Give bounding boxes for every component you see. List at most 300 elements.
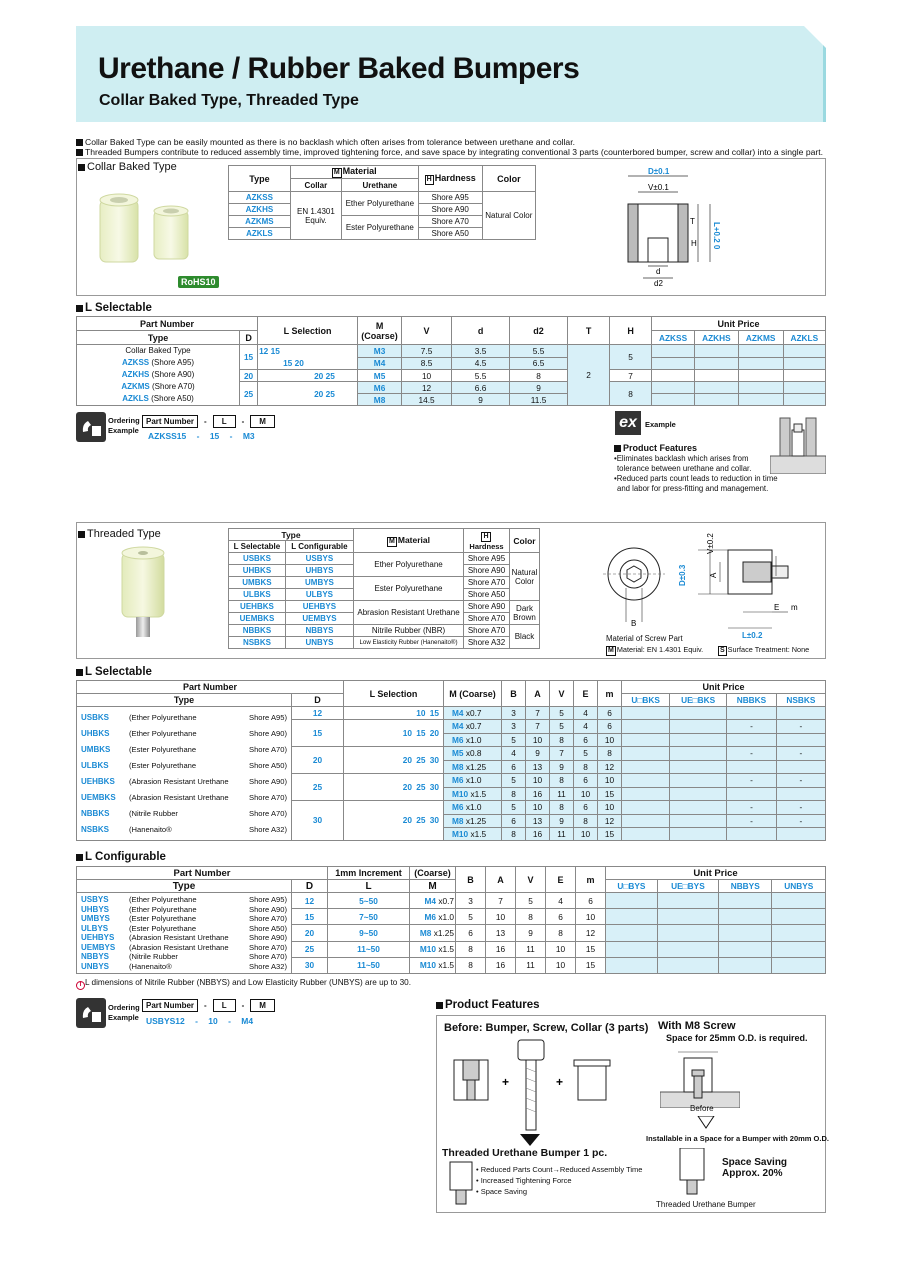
value-cell: 5 <box>550 720 574 734</box>
page-title: Urethane / Rubber Baked Bumpers <box>98 52 580 85</box>
feature-bullets: • Reduced Parts Count→Reduced Assembly Time • Increased Tightening Force • Space Saving <box>476 1165 643 1196</box>
v-cell: 7.5 <box>402 345 452 358</box>
material-cell: Ether Polyurethane <box>354 553 464 577</box>
d-cell: 15 <box>240 345 258 370</box>
price-cell <box>776 733 825 746</box>
price-cell: - <box>776 720 825 734</box>
value-cell: 12 <box>576 925 606 941</box>
d-cell: 12 <box>292 707 344 720</box>
price-cell <box>695 370 739 382</box>
before-caption: Before <box>690 1104 714 1113</box>
hdr-inc: 1mm Increment <box>328 867 410 880</box>
type-cell: AZKMS <box>229 216 291 228</box>
hdr-price-3: AZKMS <box>738 331 783 345</box>
hdr-v: V <box>516 867 546 893</box>
threaded-lconf-title: L Configurable <box>76 851 166 863</box>
list-item: USBKS (Ether Polyurethane Shore A95) <box>81 712 287 722</box>
price-cell: - <box>776 746 825 760</box>
value-cell: 12 <box>598 760 622 773</box>
value-cell: 5 <box>456 909 486 925</box>
color-cell: Natural Color <box>482 192 535 240</box>
hdr-lsel: L Selectable <box>229 541 286 553</box>
price-cell <box>652 357 695 370</box>
collar-section-title: Collar Baked Type <box>78 161 177 173</box>
urethane-ether: Ether Polyurethane <box>341 192 418 216</box>
material-cell: Ester Polyurethane <box>354 577 464 601</box>
price-cell <box>622 760 670 773</box>
screw-material-title: Material of Screw Part <box>606 634 683 643</box>
d-cell: 15 <box>292 909 328 925</box>
hdr-unit-price: Unit Price <box>652 317 826 331</box>
hdr-unit-price: Unit Price <box>622 681 826 694</box>
value-cell: 6 <box>574 733 598 746</box>
space-saving-label: Space Saving Approx. 20% <box>722 1157 788 1179</box>
price-cell <box>657 925 718 941</box>
hardness-cell: Shore A90 <box>418 204 482 216</box>
price-cell <box>738 370 783 382</box>
hdr-lsel: L Selection <box>344 681 444 707</box>
ex-label: Example <box>645 420 676 429</box>
price-cell <box>727 707 777 720</box>
hdr-collar: Collar <box>290 179 341 192</box>
l-selection-cell: 20 25 30 <box>344 773 444 800</box>
hdr-d: d <box>452 317 510 345</box>
l-selection-cell: 20 25 <box>258 382 358 406</box>
price-cell <box>776 827 825 840</box>
d-cell: 20 <box>240 370 258 382</box>
price-cell <box>657 957 718 973</box>
color-cell: Natural Color <box>510 553 540 601</box>
hdr-t: T <box>568 317 610 345</box>
hdr-v: V <box>550 681 574 707</box>
hdr-hardness: HHardness <box>464 529 510 553</box>
price-cell <box>695 382 739 394</box>
m-cell: M10 x1.5 <box>410 957 456 973</box>
hdr-b: B <box>502 681 526 707</box>
hdr-a: A <box>486 867 516 893</box>
l-selection-cell: 10 15 <box>344 707 444 720</box>
value-cell: 11 <box>550 827 574 840</box>
price-cell: - <box>727 720 777 734</box>
lconf-code: UMBYS <box>285 577 353 589</box>
value-cell: 10 <box>574 787 598 800</box>
value-cell: 10 <box>546 941 576 957</box>
value-cell: 6 <box>598 707 622 720</box>
collar-lsel-title: L Selectable <box>76 302 152 314</box>
example-mount-drawing <box>770 410 826 474</box>
dim-D: D±0.1 <box>648 167 670 176</box>
lconf-code: UHBYS <box>285 565 353 577</box>
hdr-h: H <box>610 317 652 345</box>
hdr-lconf: L Configurable <box>285 541 353 553</box>
type-list <box>77 893 292 974</box>
lsel-code: NSBKS <box>229 637 286 649</box>
price-cell: - <box>776 814 825 827</box>
value-cell: 12 <box>598 814 622 827</box>
price-cell <box>772 893 826 909</box>
hardness-cell: Shore A70 <box>418 216 482 228</box>
value-cell: 8 <box>516 909 546 925</box>
price-cell <box>622 814 670 827</box>
m-cell: M6 x1.0 <box>444 733 502 746</box>
l-selection-cell: 20 25 <box>258 370 358 382</box>
value-cell: 5 <box>502 800 526 814</box>
hdr-m-small: m <box>598 681 622 707</box>
price-cell <box>670 800 727 814</box>
price-cell: - <box>727 814 777 827</box>
hdr-m: M (Coarse) <box>358 317 402 345</box>
hardness-cell: Shore A32 <box>464 637 510 649</box>
l-selection-cell: 20 25 30 <box>344 800 444 840</box>
value-cell: 7 <box>526 720 550 734</box>
m-cell: M10 x1.5 <box>410 941 456 957</box>
price-cell <box>622 707 670 720</box>
price-cell <box>622 800 670 814</box>
price-cell <box>606 925 658 941</box>
d2-cell: 8 <box>510 370 568 382</box>
list-item: UEMBYS (Abrasion Resistant Urethane Shore A70) <box>81 942 287 952</box>
m-cell: M5 <box>358 370 402 382</box>
three-parts-drawing <box>448 1038 638 1148</box>
lconf-code: UNBYS <box>285 637 353 649</box>
price-cell <box>718 893 772 909</box>
hdr-price-2: AZKHS <box>695 331 739 345</box>
hdr-coarse: (Coarse) <box>410 867 456 880</box>
lsel-code: USBKS <box>229 553 286 565</box>
d-cell: 25 <box>292 773 344 800</box>
price-cell: - <box>727 800 777 814</box>
price-cell <box>670 733 727 746</box>
price-cell <box>657 893 718 909</box>
lconf-code: UEMBYS <box>285 613 353 625</box>
ordering-format: Part Number - L - M <box>142 999 275 1012</box>
hdr-material: M Material <box>354 529 464 553</box>
value-cell: 8 <box>550 733 574 746</box>
hdr-price-4: NSBKS <box>776 694 825 707</box>
price-cell <box>670 814 727 827</box>
l-dimension-note: T L dimensions of Nitrile Rubber (NBBYS) and Low Elasticity Rubber (UNBYS) are up to 30. <box>76 978 411 990</box>
price-cell <box>695 394 739 406</box>
hdr-e: E <box>574 681 598 707</box>
value-cell: 8 <box>502 827 526 840</box>
surface-treatment: S Surface Treatment: None <box>720 645 810 654</box>
hardness-cell: Shore A95 <box>464 553 510 565</box>
hdr-type: Type <box>77 331 240 345</box>
dim-E: E <box>774 603 780 612</box>
hdr-e: E <box>546 867 576 893</box>
collar-lsel-table <box>76 316 826 406</box>
hdr-part-number: Part Number <box>77 317 258 331</box>
value-cell: 8 <box>546 925 576 941</box>
price-cell <box>738 394 783 406</box>
ex-icon: ex <box>615 411 641 435</box>
value-cell: 10 <box>574 827 598 840</box>
value-cell: 11 <box>516 957 546 973</box>
threaded-lconf-table <box>76 866 826 974</box>
threaded-dimension-drawing <box>598 526 824 648</box>
lsel-code: ULBKS <box>229 589 286 601</box>
t-cell: 2 <box>568 345 610 406</box>
list-item: USBYS (Ether Polyurethane Shore A95) <box>81 895 287 905</box>
v-cell: 8.5 <box>402 357 452 370</box>
price-cell <box>622 733 670 746</box>
l-range-cell: 9~50 <box>328 925 410 941</box>
value-cell: 5 <box>502 733 526 746</box>
value-cell: 10 <box>486 909 516 925</box>
value-cell: 10 <box>576 909 606 925</box>
lsel-code: UHBKS <box>229 565 286 577</box>
intro-line-1: Collar Baked Type can be easily mounted as there is no backlash which often arises from tolerance between urethane and collar. <box>76 137 575 147</box>
after-install-drawing <box>674 1148 714 1198</box>
lsel-code: UMBKS <box>229 577 286 589</box>
value-cell: 16 <box>526 827 550 840</box>
threaded-lsel-table <box>76 680 826 841</box>
hdr-color: Color <box>510 529 540 553</box>
list-item: UEHBYS (Abrasion Resistant Urethane Shore A90) <box>81 933 287 943</box>
price-cell <box>695 357 739 370</box>
hdr-lsel: L Selection <box>258 317 358 345</box>
value-cell: 8 <box>456 941 486 957</box>
dim-d2: d2 <box>654 279 663 288</box>
price-cell <box>670 707 727 720</box>
lconf-code: USBYS <box>285 553 353 565</box>
material-cell: Abrasion Resistant Urethane <box>354 601 464 625</box>
l-range-cell: 5~50 <box>328 893 410 909</box>
collar-pf-text: •Eliminates backlash which arises from tolerance between urethane and collar. •Reduced parts count leads to reduction in time and labor for press-fitting and management. <box>614 454 778 493</box>
price-cell <box>776 787 825 800</box>
price-cell <box>652 394 695 406</box>
dim-V: V±0.2 <box>706 533 715 554</box>
d-cell: 30 <box>292 957 328 973</box>
price-cell <box>772 925 826 941</box>
hdr-D: D <box>292 880 328 893</box>
hardness-cell: Shore A70 <box>464 577 510 589</box>
hdr-price-1: U□BYS <box>606 880 658 893</box>
hdr-part-number: Part Number <box>77 681 344 694</box>
hardness-cell: Shore A50 <box>464 589 510 601</box>
h-cell: 5 <box>610 345 652 370</box>
price-cell <box>622 827 670 840</box>
price-cell <box>670 720 727 734</box>
value-cell: 6 <box>574 773 598 787</box>
hdr-type: Type <box>229 166 291 192</box>
threaded-section-title: Threaded Type <box>78 528 161 540</box>
hardness-cell: Shore A50 <box>418 228 482 240</box>
d-small-cell: 5.5 <box>452 370 510 382</box>
value-cell: 5 <box>516 893 546 909</box>
value-cell: 4 <box>502 746 526 760</box>
price-cell <box>718 909 772 925</box>
arrow-down-icon <box>696 1116 716 1130</box>
price-cell <box>783 357 825 370</box>
value-cell: 6 <box>598 720 622 734</box>
price-cell: - <box>727 773 777 787</box>
threaded-lsel-title: L Selectable <box>76 666 152 678</box>
m-cell: M8 x1.25 <box>444 760 502 773</box>
dim-B: B <box>631 619 637 628</box>
list-item: ULBKS (Ester Polyurethane Shore A50) <box>81 760 287 770</box>
price-cell <box>622 720 670 734</box>
m-cell: M4 <box>358 357 402 370</box>
value-cell: 6 <box>574 800 598 814</box>
ordering-example: AZKSS15 - 15 - M3 <box>148 431 255 441</box>
d-cell: 25 <box>240 382 258 406</box>
collar-type-list: Collar Baked Type AZKSS (Shore A95) AZKHS (Shore A90) AZKMS (Shore A70) AZKLS (Shore A50) <box>77 345 240 406</box>
d2-cell: 5.5 <box>510 345 568 358</box>
collar-pf-title: Product Features <box>614 443 697 453</box>
hdr-M: M <box>410 880 456 893</box>
hardness-cell: Shore A90 <box>464 601 510 613</box>
m-cell: M8 <box>358 394 402 406</box>
dim-H: H <box>691 239 697 248</box>
d-cell: 30 <box>292 800 344 840</box>
list-item: ULBYS (Ester Polyurethane Shore A50) <box>81 923 287 933</box>
with-m8-label: With M8 Screw <box>658 1020 736 1032</box>
l-range-cell: 11~50 <box>328 941 410 957</box>
list-item: NSBKS (Hanenaito® Shore A32) <box>81 825 287 835</box>
hdr-price-2: UE□BKS <box>670 694 727 707</box>
material-cell: Low Elasticity Rubber (Hanenaito®) <box>354 637 464 649</box>
hdr-price-4: UNBYS <box>772 880 826 893</box>
m-cell: M10 x1.5 <box>444 787 502 800</box>
lconf-code: ULBYS <box>285 589 353 601</box>
price-cell <box>772 941 826 957</box>
value-cell: 3 <box>502 707 526 720</box>
plus-sign: + <box>556 1075 564 1089</box>
table-row <box>77 893 826 909</box>
dim-D: D±0.3 <box>678 564 687 586</box>
value-cell: 15 <box>576 957 606 973</box>
list-item: UHBYS (Ether Polyurethane Shore A90) <box>81 904 287 914</box>
price-cell <box>606 957 658 973</box>
price-cell <box>718 957 772 973</box>
value-cell: 8 <box>550 800 574 814</box>
price-cell <box>652 345 695 358</box>
threaded-bumper-icon <box>448 1160 474 1206</box>
value-cell: 10 <box>598 773 622 787</box>
price-cell: - <box>776 800 825 814</box>
screw-material: M Material: EN 1.4301 Equiv. <box>608 645 704 654</box>
hdr-price-4: AZKLS <box>783 331 825 345</box>
value-cell: 6 <box>502 760 526 773</box>
hdr-v: V <box>402 317 452 345</box>
ordering-phone-icon <box>76 998 106 1028</box>
hdr-d2: d2 <box>510 317 568 345</box>
value-cell: 3 <box>456 893 486 909</box>
m-cell: M8 x1.25 <box>410 925 456 941</box>
m-cell: M4 x0.7 <box>444 720 502 734</box>
hdr-b: B <box>456 867 486 893</box>
value-cell: 15 <box>598 787 622 800</box>
price-cell <box>670 787 727 800</box>
lsel-code: UEHBKS <box>229 601 286 613</box>
before-install-drawing <box>660 1048 740 1108</box>
collar-dimension-drawing <box>610 162 730 290</box>
price-cell <box>783 382 825 394</box>
value-cell: 13 <box>486 925 516 941</box>
value-cell: 9 <box>550 814 574 827</box>
value-cell: 11 <box>516 941 546 957</box>
hdr-unit-price: Unit Price <box>606 867 826 880</box>
m-cell: M3 <box>358 345 402 358</box>
value-cell: 7 <box>526 707 550 720</box>
price-cell <box>606 941 658 957</box>
hdr-type: Type <box>77 880 292 893</box>
v-cell: 10 <box>402 370 452 382</box>
ordering-label: Ordering Example <box>108 1003 140 1022</box>
threaded-1pc-label: Threaded Urethane Bumper 1 pc. <box>442 1147 608 1159</box>
value-cell: 9 <box>550 760 574 773</box>
color-cell: Black <box>510 625 540 649</box>
value-cell: 10 <box>598 733 622 746</box>
price-cell <box>727 733 777 746</box>
value-cell: 8 <box>598 746 622 760</box>
price-cell <box>776 760 825 773</box>
l-range-cell: 11~50 <box>328 957 410 973</box>
dim-d: d <box>656 267 661 276</box>
hdr-type: Type <box>229 529 354 541</box>
m-cell: M6 <box>358 382 402 394</box>
price-cell <box>738 382 783 394</box>
l-selection-cell: 10 15 20 <box>344 720 444 747</box>
value-cell: 3 <box>502 720 526 734</box>
type-cell: AZKHS <box>229 204 291 216</box>
intro-line-2: Threaded Bumpers contribute to reduced assembly time, improved tightening force, and save space by integrating conventional 3 parts (counterbored bumper, screw and collar) into a single part. <box>76 147 823 157</box>
m-cell: M5 x0.8 <box>444 746 502 760</box>
value-cell: 8 <box>550 773 574 787</box>
price-cell <box>783 345 825 358</box>
l-range-cell: 7~50 <box>328 909 410 925</box>
d-cell: 12 <box>292 893 328 909</box>
price-cell <box>652 382 695 394</box>
type-cell: AZKLS <box>229 228 291 240</box>
features-title: Product Features <box>436 999 540 1011</box>
value-cell: 5 <box>550 707 574 720</box>
price-cell <box>695 345 739 358</box>
hdr-D: D <box>292 694 344 707</box>
hdr-price-1: AZKSS <box>652 331 695 345</box>
price-cell <box>670 760 727 773</box>
value-cell: 6 <box>456 925 486 941</box>
value-cell: 6 <box>502 814 526 827</box>
hardness-cell: Shore A95 <box>418 192 482 204</box>
m-cell: M6 x1.0 <box>444 773 502 787</box>
hdr-part-number: Part Number <box>77 867 328 880</box>
color-cell: Dark Brown <box>510 601 540 625</box>
m-cell: M6 x1.0 <box>410 909 456 925</box>
dim-L: L±0.2 <box>742 631 763 640</box>
price-cell <box>783 394 825 406</box>
price-cell <box>670 773 727 787</box>
hardness-cell: Shore A90 <box>464 565 510 577</box>
ordering-phone-icon <box>76 412 106 442</box>
value-cell: 8 <box>502 787 526 800</box>
list-item: UMBYS (Ester Polyurethane Shore A70) <box>81 914 287 924</box>
value-cell: 11 <box>550 787 574 800</box>
hdr-price-2: UE□BYS <box>657 880 718 893</box>
hdr-price-1: U□BKS <box>622 694 670 707</box>
price-cell <box>622 746 670 760</box>
value-cell: 16 <box>526 787 550 800</box>
price-cell <box>657 909 718 925</box>
ordering-example: USBYS12 - 10 - M4 <box>146 1016 254 1026</box>
ordering-label: Ordering Example <box>108 416 140 435</box>
value-cell: 10 <box>546 957 576 973</box>
price-cell <box>727 787 777 800</box>
dim-A: A <box>709 572 718 578</box>
value-cell: 13 <box>526 814 550 827</box>
before-label: Before: Bumper, Screw, Collar (3 parts) <box>444 1022 649 1034</box>
